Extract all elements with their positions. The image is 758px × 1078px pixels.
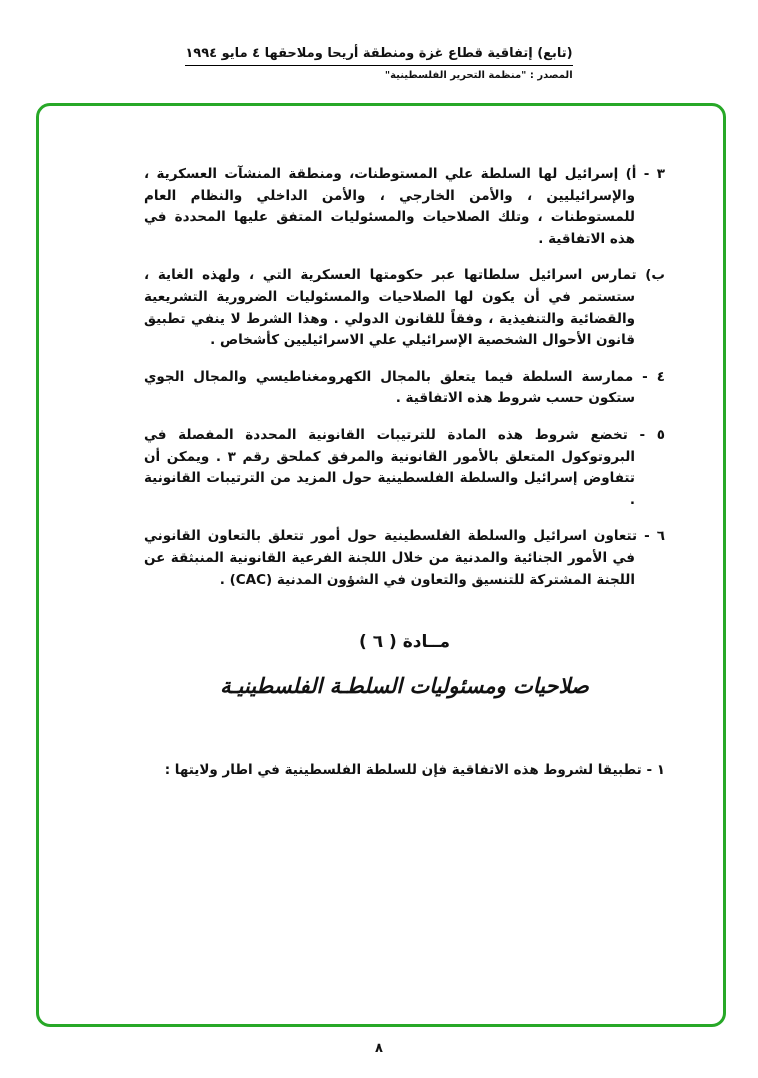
paragraph (144, 425, 665, 511)
paragraph-marker: ٤ - (633, 368, 665, 385)
page-number: ٨ (375, 1041, 383, 1056)
paragraph-text: تتعاون اسرائيل والسلطة الفلسطينية حول أمور تتعلق بالتعاون القانوني في الأمور الجنائية والمدنية من خلال اللجنة الفرعية القانونية المنبثقة عن اللجنة المشتركة للتنسيق والتعاون في الشؤون المدنية (CAC) . (144, 528, 638, 588)
paragraph (144, 526, 665, 591)
paragraph-text: إسرائيل لها السلطة علي المستوطنات، ومنطقة المنشآت العسكرية ، والإسرائيليين ، والأمن الخارجي ، والأمن الداخلي والنظام العام للمستوطنات ، وتلك الصلاحيات والمسئوليات المتفق عليها المحددة في هذه الاتفاقية . (144, 166, 635, 247)
paragraph-marker: ٣ - أ) (618, 166, 665, 182)
paragraph-text: تمارس اسرائيل سلطاتها عبر حكومتها العسكرية التي ، ولهذه الغاية ، ستستمر في أن يكون لها الصلاحيات والمسئوليات الضرورية التشريعية والقضائية والتنفيذية ، وفقاً للقانون الدولي . وهذا الشرط لا ينفي تطبيق قانون الأحوال الشخصية الإسرائيلي علي الاسرائيليين كأشخاص . (144, 267, 637, 349)
paragraph-marker: ٦ - (637, 528, 665, 545)
article-subtitle: صلاحيات ومسئوليات السلطـة الفلسطينيـة (220, 674, 589, 699)
paragraph-list (144, 164, 665, 591)
article-heading: مــادة ( ٦ ) (359, 632, 450, 653)
paragraph-marker: ب) (636, 267, 666, 284)
paragraph-text: ممارسة السلطة فيما يتعلق بالمجال الكهرومغناطيسي والمجال الجوي ستكون حسب شروط هذه الاتفاقية . (144, 368, 635, 407)
paragraph (144, 265, 665, 351)
header-block (185, 46, 572, 81)
paragraph (144, 164, 665, 250)
document-title: (تابع) إتفاقية قطاع غزة ومنطقة أريحا وملاحقها ٤ مايو ١٩٩٤ (185, 46, 572, 66)
paragraph (144, 367, 665, 410)
document-header (0, 0, 758, 82)
content-frame (36, 103, 726, 1027)
document-content (39, 106, 723, 781)
intro-paragraph: ١ - تطبيقا لشروط هذه الاتفاقية فإن للسلطة الفلسطينية في اطار ولايتها : (164, 761, 665, 778)
paragraph-text: تخضع شروط هذه المادة للترتيبات القانونية المحددة المفصلة في البروتوكول المتعلق بالأمور القانونية والمرفق كملحق رقم ٣ . ويمكن أن تتفاوض إسرائيل والسلطة الفلسطينية حول المزيد من الترتيبات القانونية . (144, 426, 635, 508)
paragraph-marker: ٥ - (627, 426, 665, 443)
source-line: المصدر : "منظمة التحرير الفلسطينية" (384, 70, 573, 81)
